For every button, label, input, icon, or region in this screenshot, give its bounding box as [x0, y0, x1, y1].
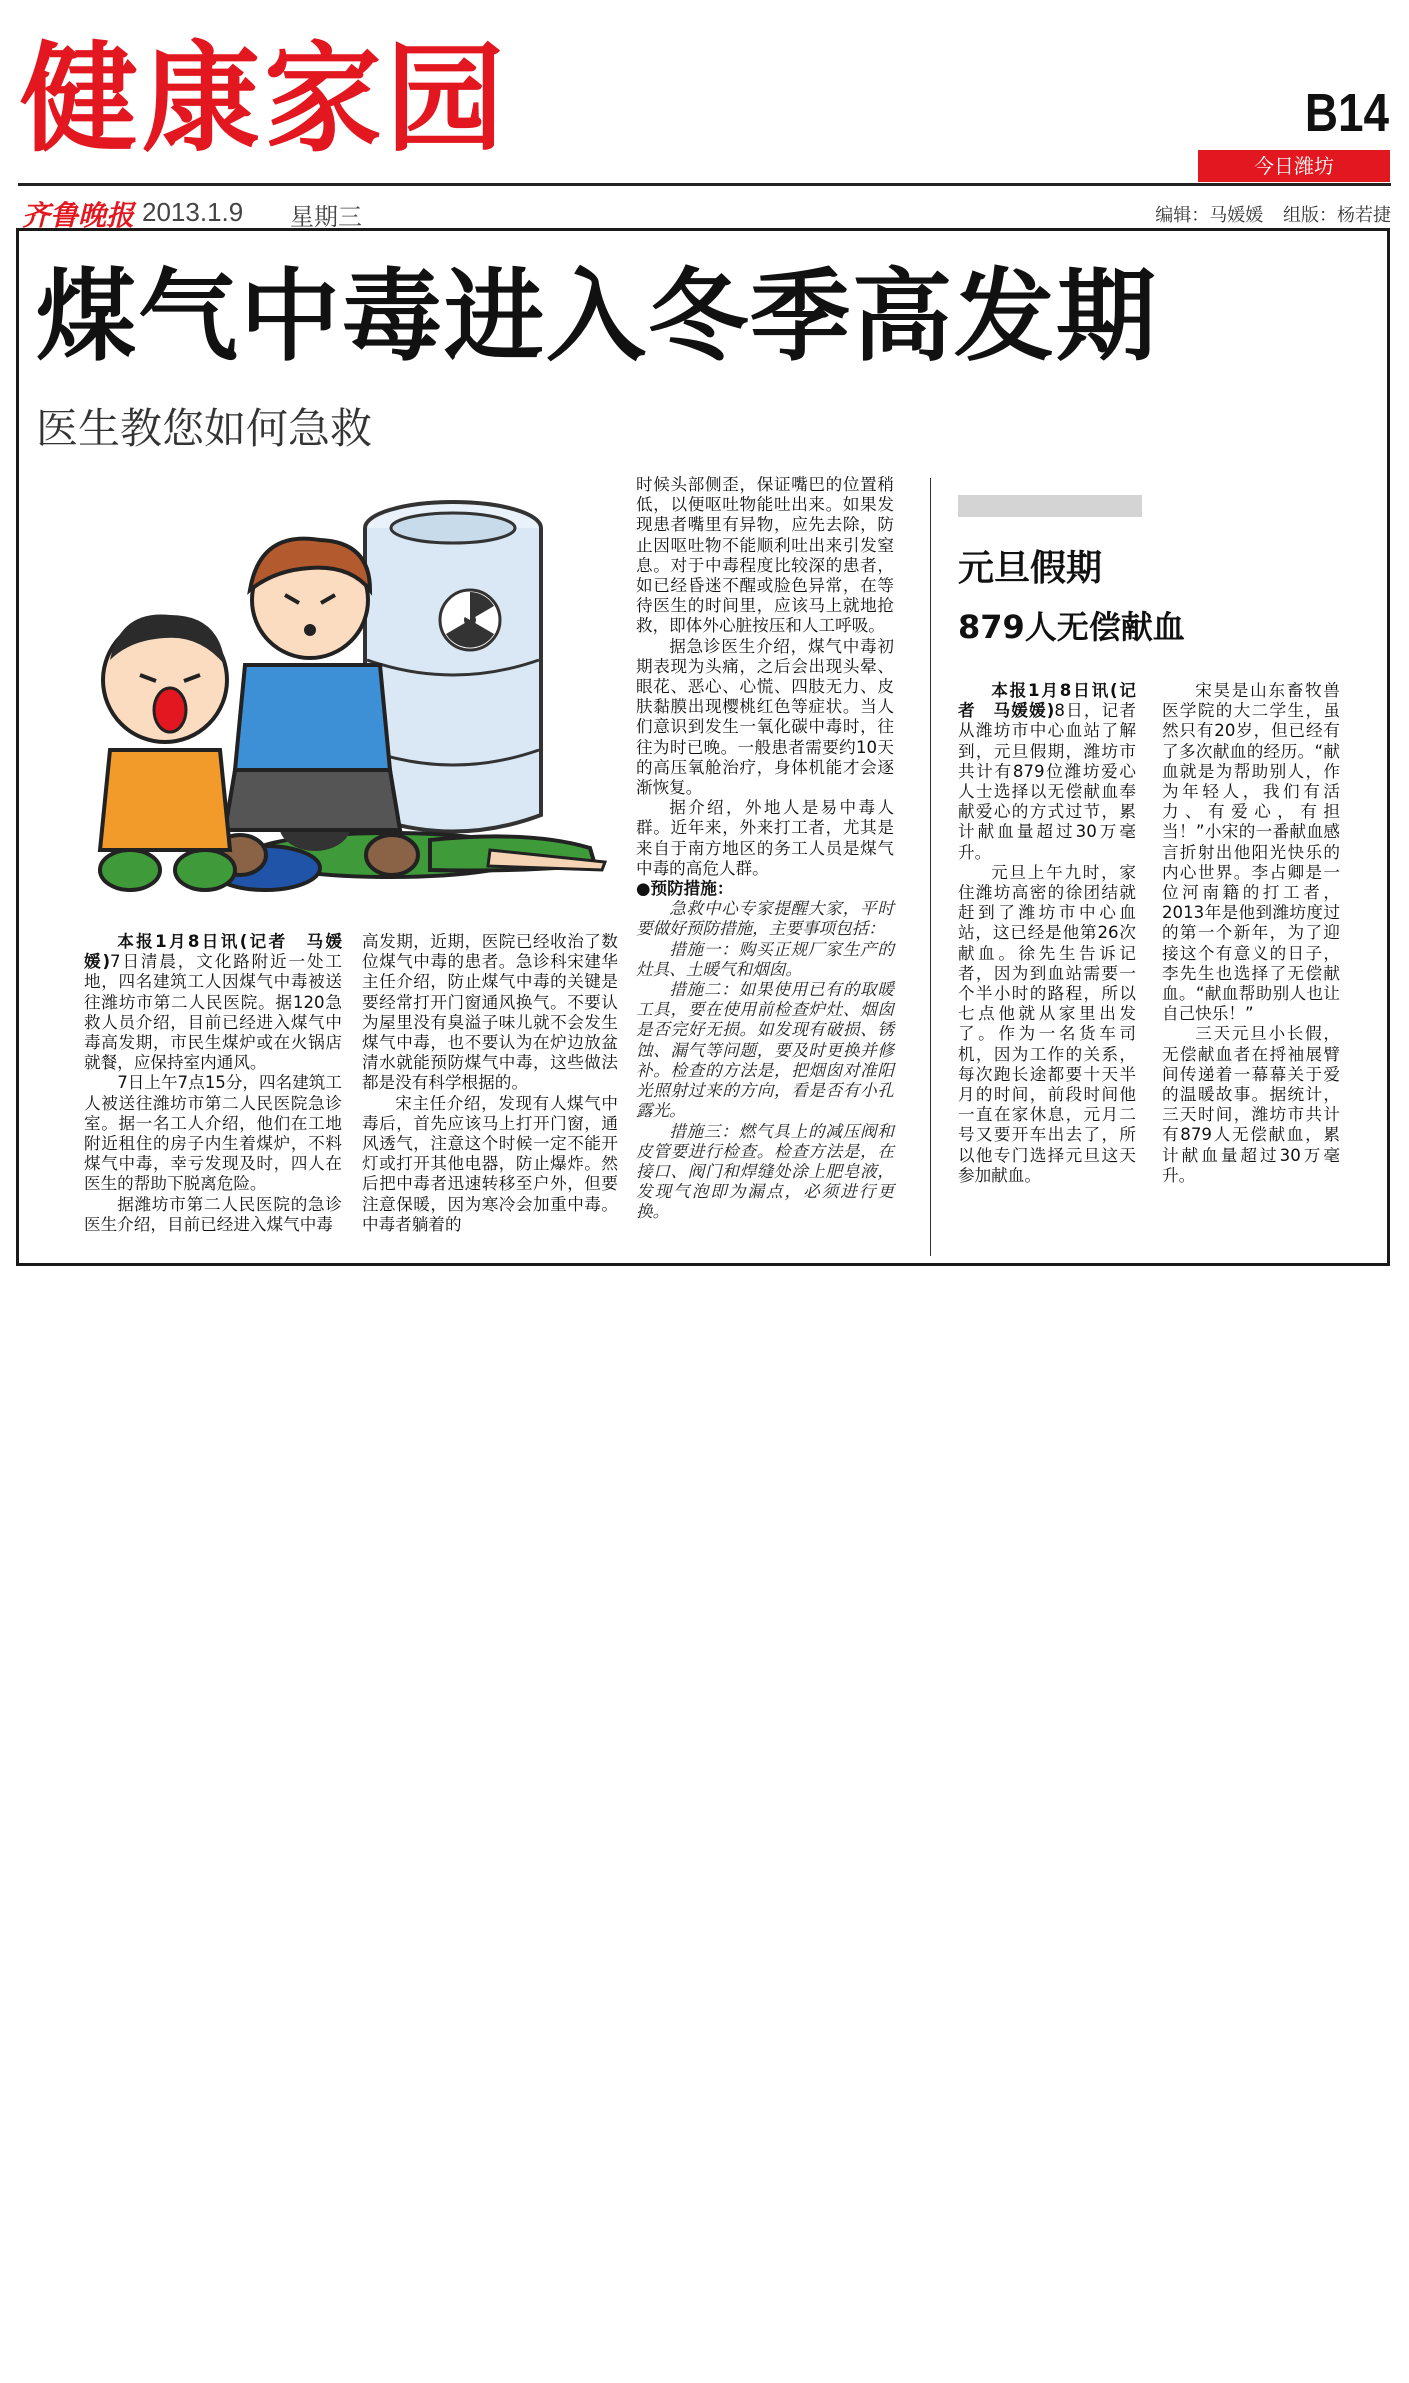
page-number: B14	[1304, 83, 1389, 143]
main-article-column-2	[362, 932, 618, 1235]
newspaper-brand: 齐鲁晚报	[22, 199, 135, 232]
paragraph-text: 7日清晨，文化路附近一处工地，四名建筑工人因煤气中毒被送往潍坊市第二人民医院。据120急救人员介绍，目前已经进入煤气中毒高发期，市民生煤炉或在火锅店就餐，应保持室内通风。	[84, 952, 342, 1073]
side-article-subtitle: 879人无偿献血	[958, 608, 1185, 646]
crying-boy-icon	[100, 615, 235, 890]
prevention-measure: 措施一：购买正规厂家生产的灶具、土暖气和烟囱。	[636, 939, 894, 979]
prevention-intro: 急救中心专家提醒大家，平时要做好预防措施，主要事项包括：	[636, 899, 894, 939]
paragraph: 宋昊是山东畜牧兽医学院的大二学生，虽然只有20岁，但已经有了多次献血的经历。“献血就是为帮助别人，作为年轻人，我们有活力、有爱心，有担当！”小宋的一番献血感言折射出他阳光快乐的内心世界。李占卿是一位河南籍的打工者，2013年是他到潍坊度过的第一个新年，为了迎接这个有意义的日子，李先生也选择了无偿献血。“献血帮助别人也让自己快乐！”	[1162, 681, 1340, 1024]
section-tag: 今日潍坊	[1198, 150, 1390, 182]
side-article-bar	[958, 495, 1142, 517]
main-article-column-3	[636, 475, 894, 1223]
layout-editor-name: 组版：杨若捷	[1283, 205, 1391, 226]
paragraph: 据潍坊市第二人民医院的急诊医生介绍，目前已经进入煤气中毒	[84, 1194, 342, 1234]
dateline: 本报1月8日讯(记者 马媛媛)	[84, 932, 342, 972]
prevention-measure: 措施三：燃气具上的减压阀和皮管要进行检查。检查方法是，在接口、阀门和焊缝处涂上肥皂液，发现气泡即为漏点，必须进行更换。	[636, 1121, 894, 1222]
editor-name: 编辑：马媛媛	[1155, 205, 1264, 226]
main-subhead: 医生教您如何急救	[36, 404, 373, 453]
prevention-heading: ●预防措施：	[636, 879, 734, 899]
dateline: 本报1月8日讯(记者 马媛媛)	[958, 681, 1136, 721]
masthead-rule	[18, 183, 1391, 186]
paragraph-text: 8日，记者从潍坊市中心血站了解到，元旦假期，潍坊市共计有879位潍坊爱心人士选择以无偿献血奉献爱心的方式过节，累计献血量超过30万毫升。	[958, 701, 1136, 862]
issue-date: 2013.1.9	[142, 197, 244, 227]
paragraph: 三天元旦小长假，无偿献血者在捋袖展臂间传递着一幕幕关于爱的温暖故事。据统计，三天时间，潍坊市共计有879人无偿献血，累计献血量超过30万毫升。	[1162, 1024, 1340, 1185]
paragraph	[958, 681, 1136, 863]
editor-credits	[1141, 201, 1391, 227]
paragraph: 据介绍，外地人是易中毒人群。近年来，外来打工者，尤其是来自于南方地区的务工人员是煤气中毒的高危人群。	[636, 798, 894, 878]
paragraph	[84, 932, 342, 1073]
side-article-column-2	[1162, 681, 1340, 1186]
main-headline: 煤气中毒进入冬季高发期	[36, 258, 1158, 375]
column-divider	[930, 478, 931, 1256]
paragraph: 时候头部侧歪，保证嘴巴的位置稍低，以便呕吐物能吐出来。如果发现患者嘴里有异物，应先去除，防止因呕吐物不能顺利吐出来引发窒息。对于中毒程度比较深的患者，如已经昏迷不醒或脸色异常，在等待医生的时间里，应该马上就地抢救，即体外心脏按压和人工呼吸。	[636, 475, 894, 636]
paragraph: 元旦上午九时，家住潍坊高密的徐团结就赶到了潍坊市中心血站，这已经是他第26次献血。徐先生告诉记者，因为到血站需要一个半小时的路程，所以七点他就从家里出发了。作为一名货车司机，因为工作的关系，每次跑长途都要十天半月的时间，前段时间他一直在家休息，元月二号又要开车出去了，所以他专门选择元旦这天参加献血。	[958, 862, 1136, 1185]
side-article-column-1	[958, 681, 1136, 1186]
masthead-title: 健康家园	[20, 29, 509, 168]
prevention-measure: 措施二：如果使用已有的取暖工具，要在使用前检查炉灶、烟囱是否完好无损。如发现有破损、锈蚀、漏气等问题，要及时更换并修补。检查的方法是，把烟囱对准阳光照射过来的方向，看是否有小孔露光。	[636, 980, 894, 1121]
issue-weekday: 星期三	[290, 203, 362, 231]
main-article-column-1	[84, 932, 342, 1235]
side-article-title: 元旦假期	[958, 548, 1103, 589]
paragraph: 宋主任介绍，发现有人煤气中毒后，首先应该马上打开门窗，通风透气，注意这个时候一定不能开灯或打开其他电器，防止爆炸。然后把中毒者迅速转移至户外，但要注意保暖，因为寒冷会加重中毒。中毒者躺着的	[362, 1093, 618, 1234]
paragraph: 据急诊医生介绍，煤气中毒初期表现为头痛，之后会出现头晕、眼花、恶心、心慌、四肢无力、皮肤黏膜出现樱桃红色等症状。当人们意识到发生一氧化碳中毒时，往往为时已晚。一般患者需要约10天的高压氧舱治疗，身体机能才会逐渐恢复。	[636, 636, 894, 798]
cartoon-illustration	[70, 470, 630, 910]
paragraph: 7日上午7点15分，四名建筑工人被送往潍坊市第二人民医院急诊室。据一名工人介绍，他们在工地附近租住的房子内生着煤炉，不料煤气中毒，幸亏发现及时，四人在医生的帮助下脱离危险。	[84, 1073, 342, 1194]
paragraph: 高发期，近期，医院已经收治了数位煤气中毒的患者。急诊科宋建华主任介绍，防止煤气中毒的关键是要经常打开门窗通风换气。不要认为屋里没有臭溢子味儿就不会发生煤气中毒，也不要认为在炉边放盆清水就能预防煤气中毒，这些做法都是没有科学根据的。	[362, 932, 618, 1093]
